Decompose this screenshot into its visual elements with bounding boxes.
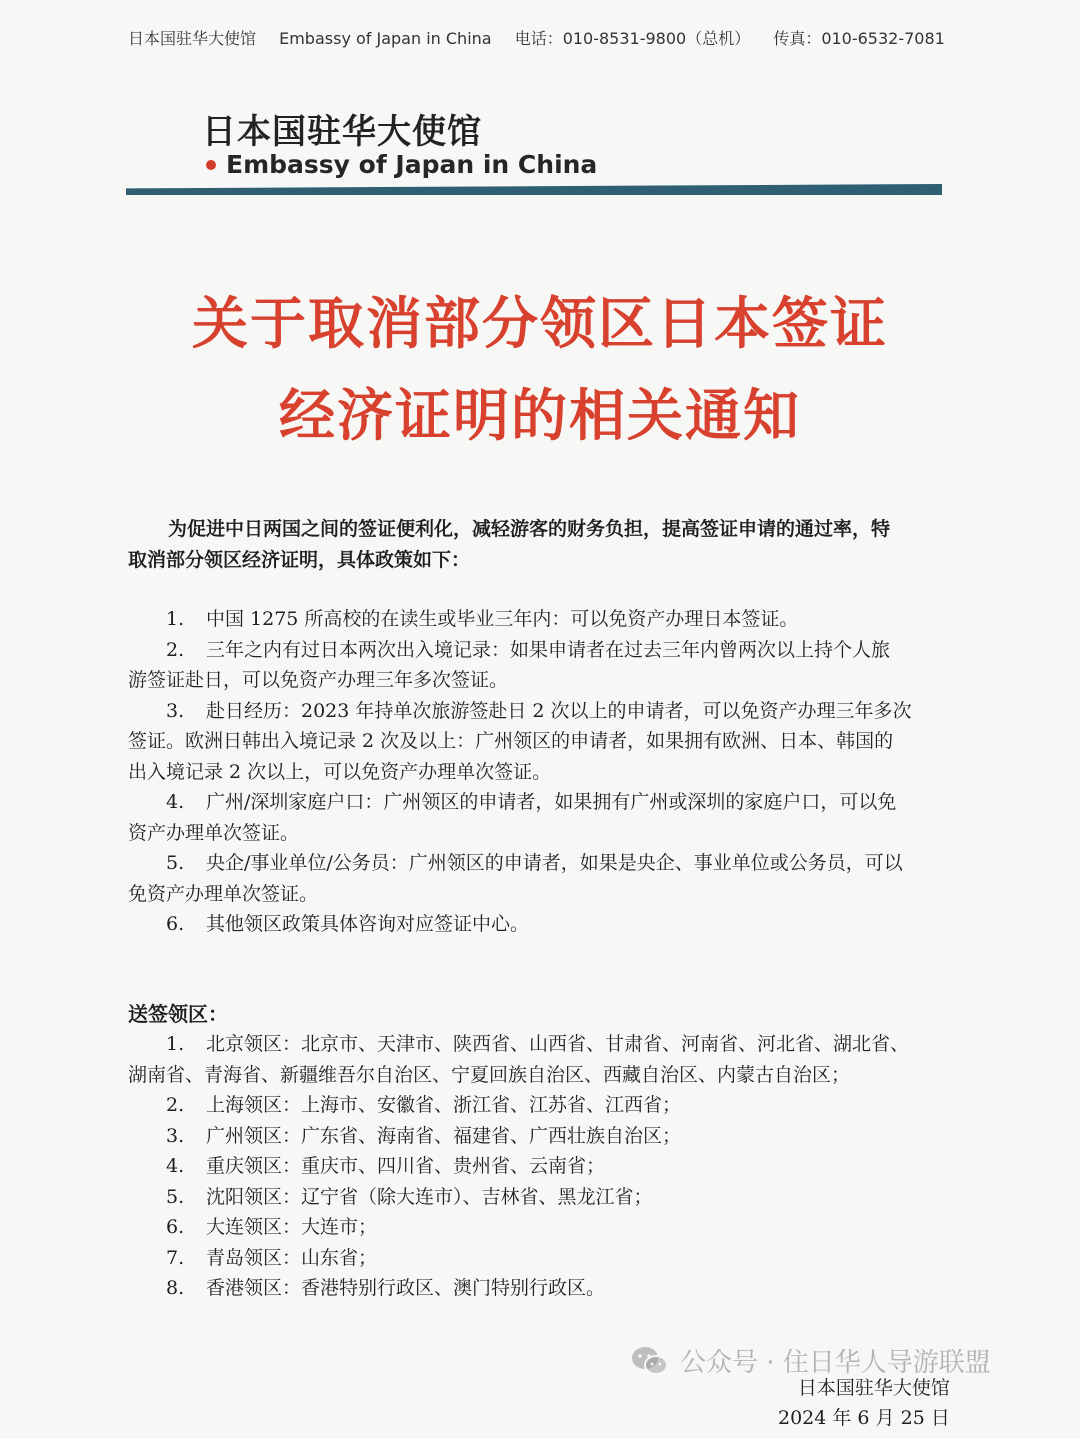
policy-item (128, 604, 940, 635)
policy-line (128, 726, 940, 757)
policy-text: 广州/深圳家庭户口：广州领区的申请者，如果拥有广州或深圳的家庭户口，可以免 (206, 791, 897, 813)
signature-date: 2024 年 6 月 25 日 (778, 1407, 950, 1429)
letterhead-name-en-row (206, 150, 597, 179)
district-number: 1. (166, 1033, 185, 1055)
policy-list (128, 604, 940, 940)
contact-embassy-en: Embassy of Japan in China (279, 29, 492, 48)
district-line (128, 1121, 940, 1152)
policy-line (128, 635, 940, 666)
district-text: 沈阳领区：辽宁省（除大连市）、吉林省、黑龙江省； (206, 1185, 653, 1208)
contact-embassy-cn: 日本国驻华大使馆 (128, 29, 257, 48)
policy-line (128, 818, 940, 849)
policy-line (128, 879, 940, 910)
letterhead-name-en: Embassy of Japan in China (226, 150, 598, 179)
policy-item (128, 635, 940, 696)
districts-heading: 送签领区： (128, 1002, 228, 1026)
policy-item (128, 787, 940, 848)
signature-block (778, 1373, 950, 1433)
district-number: 3. (166, 1124, 185, 1147)
policy-text: 中国 1275 所高校的在读生或毕业三年内：可以免资产办理日本签证。 (206, 608, 799, 630)
district-item (128, 1121, 940, 1152)
policy-text: 游签证赴日，可以免资产办理三年多次签证。 (128, 669, 509, 691)
policy-line (128, 757, 940, 788)
district-number: 7. (166, 1246, 185, 1269)
policy-number: 2. (166, 638, 185, 661)
policy-text: 免资产办理单次签证。 (128, 882, 319, 905)
policy-number: 1. (166, 608, 185, 630)
district-text: 广州领区：广东省、海南省、福建省、广西壮族自治区； (206, 1124, 682, 1147)
district-item (128, 1243, 940, 1274)
district-number: 2. (166, 1094, 185, 1116)
district-item (128, 1090, 940, 1121)
district-line (128, 1060, 940, 1091)
policy-number: 5. (166, 852, 185, 874)
district-item (128, 1273, 940, 1304)
policy-line (128, 696, 940, 727)
district-item (128, 1182, 940, 1213)
red-dot-icon (206, 160, 216, 170)
district-text: 青岛领区：山东省； (206, 1246, 378, 1269)
policy-item (128, 848, 940, 909)
district-number: 6. (166, 1216, 185, 1238)
policy-line (128, 848, 940, 879)
district-number: 4. (166, 1155, 185, 1177)
signature-name: 日本国驻华大使馆 (797, 1377, 950, 1399)
policy-item (128, 909, 940, 940)
policy-text: 三年之内有过日本两次出入境记录：如果申请者在过去三年内曾两次以上持个人旅 (206, 638, 891, 661)
policy-number: 4. (166, 791, 185, 813)
policy-line (128, 604, 940, 635)
contact-line (128, 26, 948, 49)
document-title-line1: 关于取消部分领区日本签证 (192, 291, 888, 357)
policy-text: 出入境记录 2 次以上，可以免资产办理单次签证。 (128, 760, 552, 783)
contact-phone: 电话：010-8531-9800（总机） (514, 29, 751, 48)
contact-fax: 传真：010-6532-7081 (773, 29, 945, 48)
district-text: 北京领区：北京市、天津市、陕西省、山西省、甘肃省、河南省、河北省、湖北省、 (206, 1033, 910, 1055)
policy-text: 签证。欧洲日韩出入境记录 2 次及以上：广州领区的申请者，如果拥有欧洲、日本、韩国的 (128, 730, 894, 752)
district-item (128, 1029, 940, 1090)
district-text: 大连领区：大连市； (206, 1216, 378, 1238)
district-text: 湖南省、青海省、新疆维吾尔自治区、宁夏回族自治区、西藏自治区、内蒙古自治区； (128, 1063, 851, 1086)
district-number: 8. (166, 1277, 185, 1299)
district-list (128, 1029, 940, 1304)
watermark-text: 公众号 · 住日华人导游联盟 (680, 1348, 991, 1378)
district-line (128, 1182, 940, 1213)
letterhead-divider (126, 184, 942, 195)
policy-number: 3. (166, 699, 185, 722)
district-line (128, 1029, 940, 1060)
intro-paragraph (128, 514, 940, 576)
intro-line1-text: 为促进中日两国之间的签证便利化，减轻游客的财务负担，提高签证申请的通过率，特 (168, 518, 891, 540)
policy-text: 央企/事业单位/公务员：广州领区的申请者，如果是央企、事业单位或公务员，可以 (206, 852, 903, 874)
wechat-icon (630, 1344, 670, 1378)
district-line (128, 1273, 940, 1304)
intro-line1 (128, 514, 940, 545)
district-line (128, 1243, 940, 1274)
district-text: 重庆领区：重庆市、四川省、贵州省、云南省； (206, 1155, 606, 1177)
district-item (128, 1212, 940, 1243)
district-line (128, 1090, 940, 1121)
district-text: 香港领区：香港特别行政区、澳门特别行政区。 (206, 1277, 606, 1299)
document-title-line2: 经济证明的相关通知 (279, 383, 801, 449)
district-line (128, 1212, 940, 1243)
district-number: 5. (166, 1185, 185, 1208)
district-line (128, 1151, 940, 1182)
district-item (128, 1151, 940, 1182)
intro-line2: 取消部分领区经济证明，具体政策如下： (128, 549, 471, 571)
policy-line (128, 909, 940, 940)
policy-text: 赴日经历：2023 年持单次旅游签赴日 2 次以上的申请者，可以免资产办理三年多次 (206, 699, 912, 722)
policy-line (128, 665, 940, 696)
policy-item (128, 696, 940, 788)
district-text: 上海领区：上海市、安徽省、浙江省、江苏省、江西省； (206, 1094, 682, 1116)
policy-number: 6. (166, 913, 185, 935)
letterhead-name-cn: 日本国驻华大使馆 (202, 112, 482, 152)
policy-text: 其他领区政策具体咨询对应签证中心。 (206, 913, 530, 935)
policy-line (128, 787, 940, 818)
policy-text: 资产办理单次签证。 (128, 821, 300, 844)
